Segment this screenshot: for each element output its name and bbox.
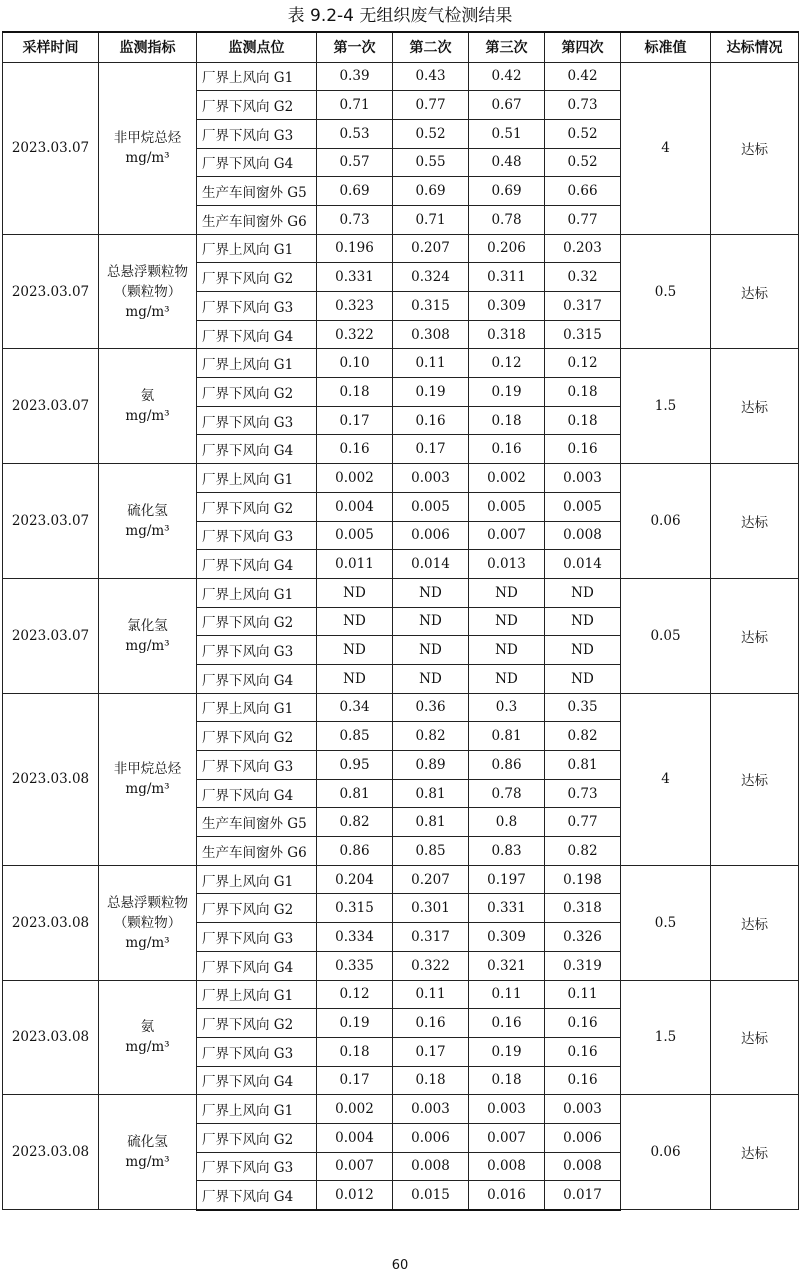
results-table (2, 31, 799, 1211)
measurement-cell: 0.12 (469, 349, 545, 378)
measurement-cell: 0.003 (393, 464, 469, 493)
measurement-cell: 0.013 (469, 550, 545, 579)
monitoring-point-cell: 厂界上风向 G1 (197, 693, 317, 722)
table-row (3, 980, 799, 1009)
monitoring-point-cell: 厂界下风向 G3 (197, 406, 317, 435)
measurement-cell: 0.81 (545, 751, 621, 780)
monitoring-point-cell: 生产车间窗外 G6 (197, 205, 317, 234)
measurement-cell: 0.17 (393, 1037, 469, 1066)
compliance-status-cell: 达标 (711, 865, 799, 980)
indicator-line: 总悬浮颗粒物 (107, 263, 188, 280)
monitoring-point-cell: 厂界下风向 G2 (197, 378, 317, 407)
measurement-cell: 0.206 (469, 234, 545, 263)
measurement-cell: 0.18 (469, 406, 545, 435)
sampling-date-cell: 2023.03.07 (3, 578, 99, 693)
measurement-cell: 0.8 (469, 808, 545, 837)
measurement-cell: ND (545, 636, 621, 665)
measurement-cell: ND (317, 664, 393, 693)
measurement-cell: 0.18 (393, 1066, 469, 1095)
compliance-status-cell: 达标 (711, 980, 799, 1095)
monitoring-point-cell: 厂界下风向 G4 (197, 148, 317, 177)
measurement-cell: 0.319 (545, 951, 621, 980)
measurement-cell: 0.204 (317, 865, 393, 894)
measurement-cell: 0.10 (317, 349, 393, 378)
monitoring-point-cell: 厂界下风向 G4 (197, 951, 317, 980)
measurement-cell: 0.36 (393, 693, 469, 722)
header-cell: 第二次 (393, 32, 469, 62)
monitoring-point-cell: 厂界下风向 G2 (197, 1009, 317, 1038)
monitoring-point-cell: 厂界下风向 G3 (197, 292, 317, 321)
measurement-cell: 0.11 (393, 349, 469, 378)
sampling-date-cell: 2023.03.07 (3, 234, 99, 349)
sampling-date-cell: 2023.03.08 (3, 1095, 99, 1210)
table-body (3, 62, 799, 1210)
standard-value-cell: 4 (621, 693, 711, 865)
measurement-cell: 0.18 (545, 378, 621, 407)
measurement-cell: 0.003 (545, 464, 621, 493)
measurement-cell: 0.207 (393, 234, 469, 263)
measurement-cell: 0.16 (469, 435, 545, 464)
sampling-date-cell: 2023.03.08 (3, 865, 99, 980)
indicator-line: （颗粒物） (113, 914, 182, 931)
measurement-cell: 0.77 (393, 91, 469, 120)
table-row (3, 349, 799, 378)
monitoring-point-cell: 厂界上风向 G1 (197, 349, 317, 378)
measurement-cell: 0.77 (545, 808, 621, 837)
measurement-cell: 0.002 (469, 464, 545, 493)
measurement-cell: 0.318 (469, 320, 545, 349)
indicator-line: mg/m³ (125, 1039, 170, 1056)
measurement-cell: 0.82 (393, 722, 469, 751)
measurement-cell: 0.34 (317, 693, 393, 722)
monitoring-point-cell: 厂界下风向 G2 (197, 894, 317, 923)
measurement-cell: 0.006 (393, 1123, 469, 1152)
header-row (3, 32, 799, 62)
indicator-cell (99, 865, 197, 980)
measurement-cell: 0.015 (393, 1181, 469, 1210)
monitoring-point-cell: 厂界下风向 G3 (197, 119, 317, 148)
indicator-line: mg/m³ (125, 781, 170, 798)
measurement-cell: 0.203 (545, 234, 621, 263)
indicator-line: （颗粒物） (113, 283, 182, 300)
indicator-line: 硫化氢 (127, 503, 168, 519)
indicator-line: mg/m³ (125, 523, 170, 539)
measurement-cell: 0.317 (393, 923, 469, 952)
compliance-status-cell: 达标 (711, 693, 799, 865)
measurement-cell: 0.309 (469, 923, 545, 952)
monitoring-point-cell: 厂界下风向 G2 (197, 91, 317, 120)
sampling-date-cell: 2023.03.07 (3, 464, 99, 579)
measurement-cell: 0.85 (393, 837, 469, 866)
measurement-cell: 0.16 (393, 406, 469, 435)
indicator-line: 总悬浮颗粒物 (107, 894, 188, 911)
indicator-line: 氨 (140, 1019, 155, 1036)
measurement-cell: ND (469, 607, 545, 636)
sampling-date-cell: 2023.03.08 (3, 980, 99, 1095)
monitoring-point-cell: 厂界下风向 G3 (197, 1037, 317, 1066)
measurement-cell: 0.006 (393, 521, 469, 550)
measurement-cell: 0.69 (469, 177, 545, 206)
table-title: 表 9.2-4 无组织废气检测结果 (287, 6, 513, 26)
measurement-cell: 0.008 (469, 1152, 545, 1181)
measurement-cell: ND (545, 664, 621, 693)
measurement-cell: ND (469, 636, 545, 665)
compliance-status-cell: 达标 (711, 234, 799, 349)
measurement-cell: 0.42 (469, 62, 545, 91)
measurement-cell: 0.326 (545, 923, 621, 952)
measurement-cell: 0.86 (469, 751, 545, 780)
measurement-cell: 0.006 (545, 1123, 621, 1152)
table-row (3, 464, 799, 493)
measurement-cell: 0.322 (393, 951, 469, 980)
monitoring-point-cell: 厂界下风向 G2 (197, 722, 317, 751)
measurement-cell: ND (469, 578, 545, 607)
measurement-cell: 0.16 (545, 1009, 621, 1038)
measurement-cell: 0.3 (469, 693, 545, 722)
table-row (3, 578, 799, 607)
measurement-cell: 0.005 (469, 492, 545, 521)
monitoring-point-cell: 生产车间窗外 G6 (197, 837, 317, 866)
measurement-cell: 0.005 (317, 521, 393, 550)
measurement-cell: 0.53 (317, 119, 393, 148)
compliance-status-cell: 达标 (711, 1095, 799, 1210)
header-cell: 标准值 (621, 32, 711, 62)
compliance-status-cell: 达标 (711, 62, 799, 234)
measurement-cell: 0.78 (469, 205, 545, 234)
monitoring-point-cell: 厂界下风向 G3 (197, 751, 317, 780)
measurement-cell: 0.71 (393, 205, 469, 234)
measurement-cell: ND (545, 607, 621, 636)
measurement-cell: 0.85 (317, 722, 393, 751)
standard-value-cell: 0.05 (621, 578, 711, 693)
measurement-cell: 0.55 (393, 148, 469, 177)
measurement-cell: 0.012 (317, 1181, 393, 1210)
measurement-cell: 0.322 (317, 320, 393, 349)
measurement-cell: 0.318 (545, 894, 621, 923)
measurement-cell: 0.19 (393, 378, 469, 407)
monitoring-point-cell: 生产车间窗外 G5 (197, 177, 317, 206)
indicator-line: mg/m³ (125, 934, 170, 951)
monitoring-point-cell: 厂界上风向 G1 (197, 578, 317, 607)
compliance-status-cell: 达标 (711, 464, 799, 579)
indicator-cell (99, 464, 197, 579)
measurement-cell: 0.69 (393, 177, 469, 206)
header-cell: 采样时间 (3, 32, 99, 62)
measurement-cell: 0.19 (469, 378, 545, 407)
header-cell: 监测点位 (197, 32, 317, 62)
indicator-line: mg/m³ (125, 1154, 170, 1171)
measurement-cell: 0.89 (393, 751, 469, 780)
compliance-status-cell: 达标 (711, 349, 799, 464)
measurement-cell: 0.35 (545, 693, 621, 722)
measurement-cell: 0.331 (317, 263, 393, 292)
measurement-cell: 0.11 (545, 980, 621, 1009)
measurement-cell: 0.008 (545, 1152, 621, 1181)
compliance-status-cell: 达标 (711, 578, 799, 693)
measurement-cell: 0.81 (393, 779, 469, 808)
monitoring-point-cell: 厂界下风向 G4 (197, 1066, 317, 1095)
measurement-cell: 0.002 (317, 1095, 393, 1124)
measurement-cell: 0.12 (545, 349, 621, 378)
measurement-cell: 0.311 (469, 263, 545, 292)
measurement-cell: 0.004 (317, 492, 393, 521)
standard-value-cell: 0.5 (621, 865, 711, 980)
measurement-cell: ND (393, 664, 469, 693)
measurement-cell: ND (545, 578, 621, 607)
measurement-cell: ND (393, 636, 469, 665)
indicator-cell (99, 693, 197, 865)
measurement-cell: 0.007 (469, 521, 545, 550)
measurement-cell: 0.82 (545, 722, 621, 751)
header-cell: 第四次 (545, 32, 621, 62)
measurement-cell: 0.81 (469, 722, 545, 751)
measurement-cell: 0.18 (317, 378, 393, 407)
measurement-cell: 0.39 (317, 62, 393, 91)
table-row (3, 693, 799, 722)
measurement-cell: 0.005 (393, 492, 469, 521)
indicator-line: mg/m³ (125, 408, 170, 425)
measurement-cell: ND (393, 578, 469, 607)
measurement-cell: ND (317, 636, 393, 665)
monitoring-point-cell: 厂界下风向 G3 (197, 923, 317, 952)
monitoring-point-cell: 厂界下风向 G3 (197, 1152, 317, 1181)
header-cell: 达标情况 (711, 32, 799, 62)
measurement-cell: 0.82 (545, 837, 621, 866)
monitoring-point-cell: 厂界下风向 G4 (197, 435, 317, 464)
monitoring-point-cell: 厂界下风向 G4 (197, 1181, 317, 1210)
measurement-cell: 0.197 (469, 865, 545, 894)
monitoring-point-cell: 生产车间窗外 G5 (197, 808, 317, 837)
measurement-cell: 0.198 (545, 865, 621, 894)
measurement-cell: 0.83 (469, 837, 545, 866)
measurement-cell: 0.004 (317, 1123, 393, 1152)
measurement-cell: 0.16 (393, 1009, 469, 1038)
measurement-cell: 0.12 (317, 980, 393, 1009)
table-row (3, 62, 799, 91)
indicator-cell (99, 234, 197, 349)
monitoring-point-cell: 厂界上风向 G1 (197, 1095, 317, 1124)
standard-value-cell: 0.06 (621, 1095, 711, 1210)
standard-value-cell: 4 (621, 62, 711, 234)
measurement-cell: 0.43 (393, 62, 469, 91)
indicator-line: 氯化氢 (127, 617, 168, 634)
page-number: 60 (391, 1258, 409, 1273)
measurement-cell: 0.309 (469, 292, 545, 321)
measurement-cell: 0.014 (545, 550, 621, 579)
indicator-line: 氨 (140, 388, 155, 405)
measurement-cell: 0.016 (469, 1181, 545, 1210)
header-cell: 第一次 (317, 32, 393, 62)
measurement-cell: 0.008 (393, 1152, 469, 1181)
measurement-cell: ND (317, 607, 393, 636)
measurement-cell: 0.78 (469, 779, 545, 808)
measurement-cell: 0.69 (317, 177, 393, 206)
sampling-date-cell: 2023.03.07 (3, 349, 99, 464)
measurement-cell: 0.66 (545, 177, 621, 206)
measurement-cell: 0.16 (545, 1066, 621, 1095)
indicator-line: mg/m³ (125, 150, 170, 167)
measurement-cell: 0.308 (393, 320, 469, 349)
measurement-cell: 0.16 (545, 1037, 621, 1066)
monitoring-point-cell: 厂界下风向 G3 (197, 521, 317, 550)
measurement-cell: 0.73 (545, 779, 621, 808)
monitoring-point-cell: 厂界下风向 G2 (197, 263, 317, 292)
monitoring-point-cell: 厂界下风向 G2 (197, 492, 317, 521)
measurement-cell: 0.011 (317, 550, 393, 579)
standard-value-cell: 1.5 (621, 349, 711, 464)
monitoring-point-cell: 厂界上风向 G1 (197, 234, 317, 263)
monitoring-point-cell: 厂界下风向 G4 (197, 550, 317, 579)
measurement-cell: 0.86 (317, 837, 393, 866)
standard-value-cell: 0.5 (621, 234, 711, 349)
table-row (3, 234, 799, 263)
measurement-cell: 0.57 (317, 148, 393, 177)
measurement-cell: 0.51 (469, 119, 545, 148)
monitoring-point-cell: 厂界上风向 G1 (197, 464, 317, 493)
indicator-line: 非甲烷总烃 (113, 761, 182, 778)
sampling-date-cell: 2023.03.08 (3, 693, 99, 865)
measurement-cell: ND (393, 607, 469, 636)
measurement-cell: ND (469, 664, 545, 693)
measurement-cell: 0.71 (317, 91, 393, 120)
measurement-cell: 0.17 (317, 406, 393, 435)
measurement-cell: 0.48 (469, 148, 545, 177)
measurement-cell: 0.017 (545, 1181, 621, 1210)
measurement-cell: 0.207 (393, 865, 469, 894)
measurement-cell: 0.008 (545, 521, 621, 550)
standard-value-cell: 0.06 (621, 464, 711, 579)
monitoring-point-cell: 厂界下风向 G2 (197, 1123, 317, 1152)
measurement-cell: 0.81 (317, 779, 393, 808)
indicator-cell (99, 1095, 197, 1210)
measurement-cell: 0.315 (545, 320, 621, 349)
measurement-cell: 0.52 (393, 119, 469, 148)
measurement-cell: 0.73 (545, 91, 621, 120)
monitoring-point-cell: 厂界上风向 G1 (197, 980, 317, 1009)
monitoring-point-cell: 厂界上风向 G1 (197, 62, 317, 91)
measurement-cell: 0.321 (469, 951, 545, 980)
measurement-cell: 0.16 (469, 1009, 545, 1038)
monitoring-point-cell: 厂界下风向 G3 (197, 636, 317, 665)
indicator-cell (99, 62, 197, 234)
measurement-cell: 0.334 (317, 923, 393, 952)
measurement-cell: 0.82 (317, 808, 393, 837)
measurement-cell: 0.196 (317, 234, 393, 263)
measurement-cell: 0.42 (545, 62, 621, 91)
measurement-cell: 0.17 (317, 1066, 393, 1095)
measurement-cell: 0.16 (317, 435, 393, 464)
measurement-cell: 0.19 (469, 1037, 545, 1066)
measurement-cell: 0.323 (317, 292, 393, 321)
measurement-cell: 0.73 (317, 205, 393, 234)
monitoring-point-cell: 厂界下风向 G2 (197, 607, 317, 636)
sampling-date-cell: 2023.03.07 (3, 62, 99, 234)
measurement-cell: 0.324 (393, 263, 469, 292)
standard-value-cell: 1.5 (621, 980, 711, 1095)
measurement-cell: 0.11 (393, 980, 469, 1009)
measurement-cell: 0.77 (545, 205, 621, 234)
measurement-cell: 0.19 (317, 1009, 393, 1038)
monitoring-point-cell: 厂界下风向 G4 (197, 779, 317, 808)
indicator-cell (99, 980, 197, 1095)
monitoring-point-cell: 厂界上风向 G1 (197, 865, 317, 894)
indicator-line: mg/m³ (125, 637, 170, 654)
header-cell: 第三次 (469, 32, 545, 62)
table-row (3, 865, 799, 894)
measurement-cell: 0.005 (545, 492, 621, 521)
indicator-cell (99, 578, 197, 693)
measurement-cell: 0.67 (469, 91, 545, 120)
measurement-cell: ND (317, 578, 393, 607)
measurement-cell: 0.315 (393, 292, 469, 321)
measurement-cell: 0.81 (393, 808, 469, 837)
indicator-line: 非甲烷总烃 (113, 130, 182, 147)
measurement-cell: 0.003 (393, 1095, 469, 1124)
measurement-cell: 0.335 (317, 951, 393, 980)
measurement-cell: 0.52 (545, 119, 621, 148)
measurement-cell: 0.014 (393, 550, 469, 579)
monitoring-point-cell: 厂界下风向 G4 (197, 664, 317, 693)
measurement-cell: 0.007 (317, 1152, 393, 1181)
measurement-cell: 0.32 (545, 263, 621, 292)
table-row (3, 1095, 799, 1124)
indicator-cell (99, 349, 197, 464)
header-cell: 监测指标 (99, 32, 197, 62)
measurement-cell: 0.18 (469, 1066, 545, 1095)
measurement-cell: 0.95 (317, 751, 393, 780)
measurement-cell: 0.315 (317, 894, 393, 923)
measurement-cell: 0.003 (469, 1095, 545, 1124)
indicator-line: 硫化氢 (127, 1134, 168, 1151)
measurement-cell: 0.002 (317, 464, 393, 493)
measurement-cell: 0.11 (469, 980, 545, 1009)
measurement-cell: 0.317 (545, 292, 621, 321)
measurement-cell: 0.301 (393, 894, 469, 923)
measurement-cell: 0.18 (317, 1037, 393, 1066)
measurement-cell: 0.331 (469, 894, 545, 923)
monitoring-point-cell: 厂界下风向 G4 (197, 320, 317, 349)
measurement-cell: 0.18 (545, 406, 621, 435)
measurement-cell: 0.003 (545, 1095, 621, 1124)
measurement-cell: 0.007 (469, 1123, 545, 1152)
measurement-cell: 0.52 (545, 148, 621, 177)
measurement-cell: 0.17 (393, 435, 469, 464)
indicator-line: mg/m³ (125, 303, 170, 320)
measurement-cell: 0.16 (545, 435, 621, 464)
